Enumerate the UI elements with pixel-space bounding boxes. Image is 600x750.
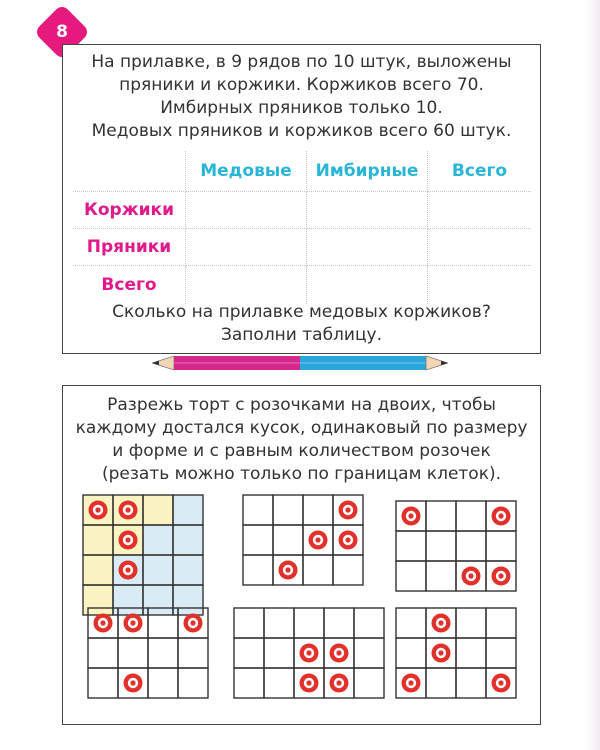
problem-2-line: и форме и с равным количеством розочек	[112, 441, 491, 461]
rose-icon	[119, 561, 138, 580]
table-header-row	[73, 151, 531, 192]
cake-grid[interactable]	[82, 494, 204, 616]
cake-cell[interactable]	[234, 638, 264, 668]
cake-cell[interactable]	[426, 668, 456, 698]
problem-2-line: Разрежь торт с розочками на двоих, чтобы	[107, 395, 496, 415]
rose-icon	[300, 644, 319, 663]
rose-icon	[330, 644, 349, 663]
rose-icon	[462, 567, 481, 586]
cake-grid[interactable]	[87, 607, 209, 699]
cake-cell[interactable]	[486, 531, 516, 561]
yellow-piece-cell	[83, 525, 113, 555]
column-header: Всего	[428, 151, 532, 192]
cake-cell[interactable]	[354, 668, 384, 698]
cake-cell[interactable]	[273, 495, 303, 525]
cake-cell[interactable]	[303, 555, 333, 585]
cake-cell[interactable]	[456, 531, 486, 561]
cake-grid[interactable]	[242, 494, 364, 586]
blue-piece-cell	[143, 525, 173, 555]
problem-2-line: (резать можно только по границам клеток).	[101, 464, 502, 484]
rose-icon	[330, 674, 349, 693]
page-edge	[586, 0, 600, 750]
rose-icon	[402, 507, 421, 526]
rose-icon	[402, 674, 421, 693]
cake-cell[interactable]	[148, 608, 178, 638]
rose-icon	[339, 531, 358, 550]
cake-grid[interactable]	[233, 607, 385, 699]
problem-1-line: пряники и коржики. Коржиков всего 70.	[119, 75, 484, 95]
rose-icon	[124, 674, 143, 693]
cake-grid[interactable]	[395, 607, 517, 699]
question-line: Сколько на прилавке медовых коржиков?	[112, 302, 491, 322]
cake-svg	[87, 607, 209, 699]
cake-svg	[82, 494, 204, 616]
cake-cell[interactable]	[264, 638, 294, 668]
table-row	[73, 229, 531, 266]
rose-icon	[492, 507, 511, 526]
cake-cell[interactable]	[243, 555, 273, 585]
blue-piece-cell	[173, 525, 203, 555]
blue-piece-cell	[173, 495, 203, 525]
cake-cell[interactable]	[148, 668, 178, 698]
cake-cell[interactable]	[333, 555, 363, 585]
question-line: Заполни таблицу.	[220, 325, 383, 345]
answer-cell[interactable]	[186, 229, 307, 266]
cake-cell[interactable]	[303, 495, 333, 525]
answer-cell[interactable]	[186, 266, 307, 305]
pencil-divider	[152, 353, 448, 373]
cake-cell[interactable]	[396, 561, 426, 591]
cake-cell[interactable]	[426, 501, 456, 531]
cake-cell[interactable]	[294, 608, 324, 638]
cake-cell[interactable]	[426, 531, 456, 561]
cake-cell[interactable]	[148, 638, 178, 668]
rose-icon	[492, 567, 511, 586]
problem-1-line: На прилавке, в 9 рядов по 10 штук, выложены	[91, 52, 512, 72]
cake-cell[interactable]	[264, 608, 294, 638]
cake-svg	[395, 500, 517, 592]
cake-cell[interactable]	[396, 638, 426, 668]
rose-icon	[119, 501, 138, 520]
cake-cell[interactable]	[178, 638, 208, 668]
problem-1-line: Медовых пряников и коржиков всего 60 штук.	[91, 121, 512, 141]
row-header: Всего	[73, 266, 186, 305]
yellow-piece-cell	[83, 555, 113, 585]
cake-cell[interactable]	[456, 638, 486, 668]
answer-cell[interactable]	[307, 266, 428, 305]
rose-icon	[309, 531, 328, 550]
cake-cell[interactable]	[456, 668, 486, 698]
answer-cell[interactable]	[186, 192, 307, 229]
cake-svg	[395, 607, 517, 699]
cake-grid[interactable]	[395, 500, 517, 592]
row-header: Коржики	[73, 192, 186, 229]
blue-piece-cell	[173, 555, 203, 585]
table-corner-cell	[73, 151, 186, 192]
answer-table	[73, 151, 531, 304]
rose-icon	[94, 614, 113, 633]
cake-cell[interactable]	[426, 561, 456, 591]
rose-icon	[300, 674, 319, 693]
table-row	[73, 192, 531, 229]
cake-cell[interactable]	[178, 668, 208, 698]
cake-cell[interactable]	[486, 638, 516, 668]
cake-svg	[242, 494, 364, 586]
pencil-right-lead	[441, 361, 448, 365]
answer-cell[interactable]	[428, 229, 532, 266]
column-header: Имбирные	[307, 151, 428, 192]
cake-cell[interactable]	[234, 608, 264, 638]
cake-cell[interactable]	[324, 608, 354, 638]
task-number: 8	[56, 22, 68, 42]
rose-icon	[432, 614, 451, 633]
table-row	[73, 266, 531, 305]
cake-cell[interactable]	[396, 608, 426, 638]
cake-cell[interactable]	[118, 638, 148, 668]
yellow-piece-cell	[143, 495, 173, 525]
cake-cell[interactable]	[273, 525, 303, 555]
rose-icon	[124, 614, 143, 633]
cake-cell[interactable]	[234, 668, 264, 698]
row-header: Пряники	[73, 229, 186, 266]
cake-cell[interactable]	[88, 668, 118, 698]
answer-cell[interactable]	[307, 229, 428, 266]
cake-cell[interactable]	[456, 501, 486, 531]
cake-cell[interactable]	[243, 495, 273, 525]
cake-cell[interactable]	[396, 531, 426, 561]
problem-1-box	[62, 44, 541, 354]
answer-cell[interactable]	[307, 192, 428, 229]
rose-icon	[339, 501, 358, 520]
problem-1-text	[63, 51, 540, 143]
answer-cell[interactable]	[428, 266, 532, 305]
rose-icon	[184, 614, 203, 633]
problem-2-text	[63, 394, 540, 486]
cake-cell[interactable]	[456, 608, 486, 638]
problem-1-line: Имбирных пряников только 10.	[160, 98, 443, 118]
cake-cell[interactable]	[486, 608, 516, 638]
pencil-left-lead	[152, 361, 159, 365]
rose-icon	[89, 501, 108, 520]
cake-cell[interactable]	[264, 668, 294, 698]
rose-icon	[279, 561, 298, 580]
problem-1-question	[63, 301, 540, 347]
answer-cell[interactable]	[428, 192, 532, 229]
column-header: Медовые	[186, 151, 307, 192]
cake-cell[interactable]	[88, 638, 118, 668]
cake-cell[interactable]	[243, 525, 273, 555]
cake-svg	[233, 607, 385, 699]
rose-icon	[119, 531, 138, 550]
cake-cell[interactable]	[354, 608, 384, 638]
cake-cell[interactable]	[354, 638, 384, 668]
problem-2-line: каждому достался кусок, одинаковый по размеру	[75, 418, 528, 438]
blue-piece-cell	[143, 555, 173, 585]
rose-icon	[492, 674, 511, 693]
rose-icon	[432, 644, 451, 663]
